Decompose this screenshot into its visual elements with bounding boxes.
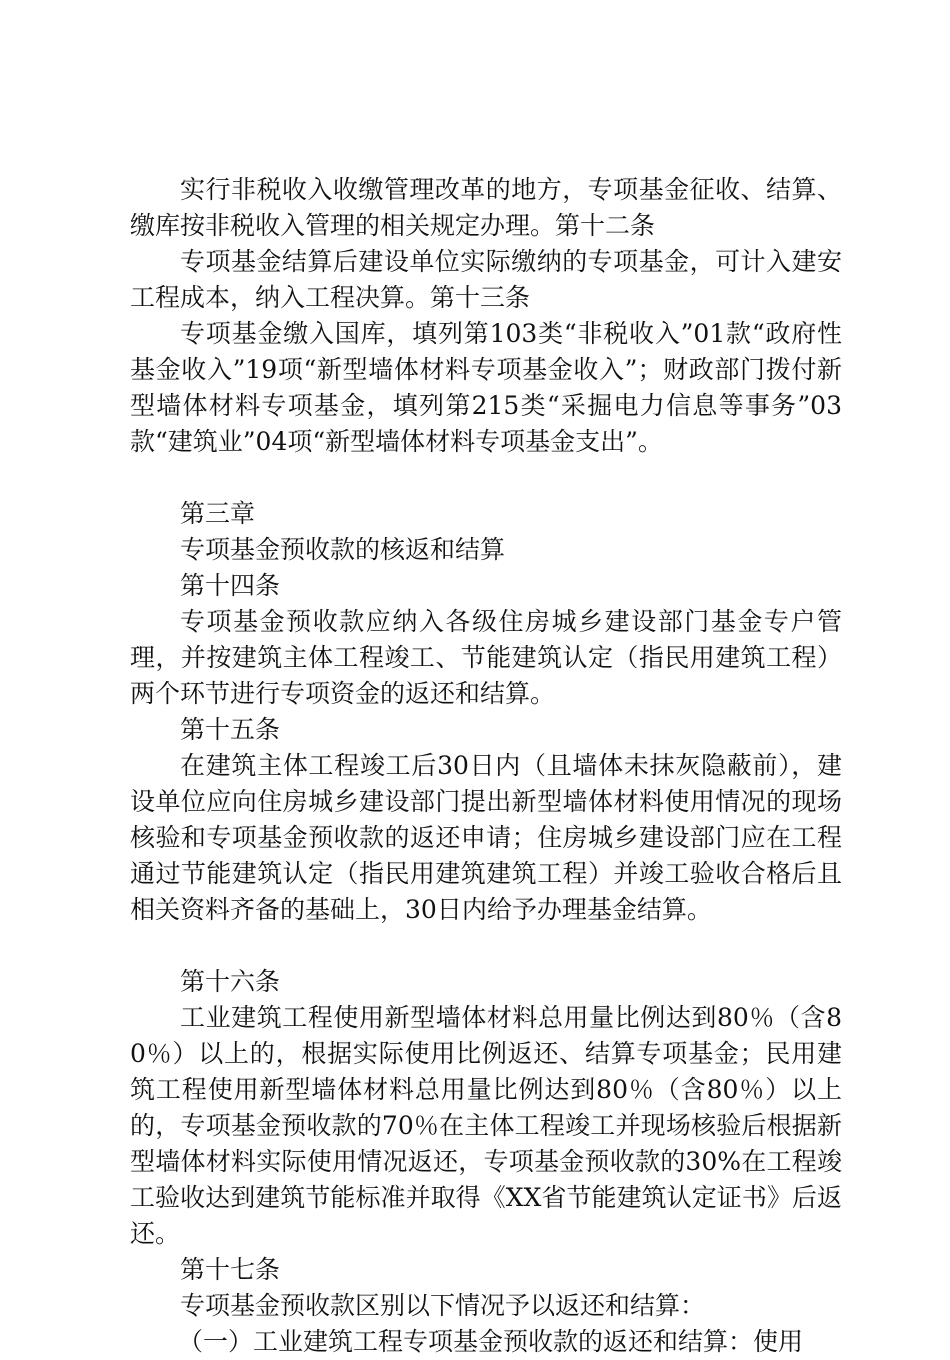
article-14-heading: 第十四条 [180, 571, 281, 600]
article-14-body: 专项基金预收款应纳入各级住房城乡建设部门基金专户管理，并按建筑主体工程竣工、节能建筑认定（指民用建筑工程）两个环节进行专项资金的返还和结算。 [130, 607, 842, 708]
paragraph-fund-settlement-cost: 专项基金结算后建设单位实际缴纳的专项基金，可计入建安工程成本，纳入工程决算。第十三条 [130, 247, 842, 312]
article-16-heading: 第十六条 [180, 967, 281, 996]
article-17-body: 专项基金预收款区别以下情况予以返还和结算： [180, 1291, 706, 1320]
paragraph-gap [130, 460, 842, 496]
chapter-heading: 第三章 [180, 499, 256, 528]
article-17-heading: 第十七条 [180, 1255, 281, 1284]
chapter-title: 专项基金预收款的核返和结算 [180, 535, 506, 564]
document-page [130, 172, 842, 1360]
article-15-body: 在建筑主体工程竣工后30日内（且墙体未抹灰隐蔽前），建设单位应向住房城乡建设部门提出新型墙体材料使用情况的现场核验和专项基金预收款的返还申请；住房城乡建设部门应在工程通过节能建筑认定（指民用建筑建筑工程）并竣工验收合格后且相关资料齐备的基础上，30日内给予办理基金结算。 [130, 751, 842, 924]
article-17-item-1: （一）工业建筑工程专项基金预收款的返还和结算：使用 [178, 1327, 804, 1356]
article-15-heading: 第十五条 [180, 715, 281, 744]
paragraph-treasury-classification: 专项基金缴入国库，填列第103类“非税收入”01款“政府性基金收入”19项“新型墙体材料专项基金收入”；财政部门拨付新型墙体材料专项基金，填列第215类“采掘电力信息等事务”03款“建筑业”04项“新型墙体材料专项基金支出”。 [130, 319, 842, 456]
paragraph-tax-collection: 实行非税收入收缴管理改革的地方，专项基金征收、结算、缴库按非税收入管理的相关规定办理。第十二条 [130, 175, 842, 240]
paragraph-gap [130, 928, 842, 964]
article-16-body: 工业建筑工程使用新型墙体材料总用量比例达到80％（含80％）以上的，根据实际使用比例返还、结算专项基金；民用建筑工程使用新型墙体材料总用量比例达到80％（含80％）以上的，专项基金预收款的70％在主体工程竣工并现场核验后根据新型墙体材料实际使用情况返还，专项基金预收款的30%在工程竣工验收达到建筑节能标准并取得《XX省节能建筑认定证书》后返还。 [130, 1003, 842, 1248]
